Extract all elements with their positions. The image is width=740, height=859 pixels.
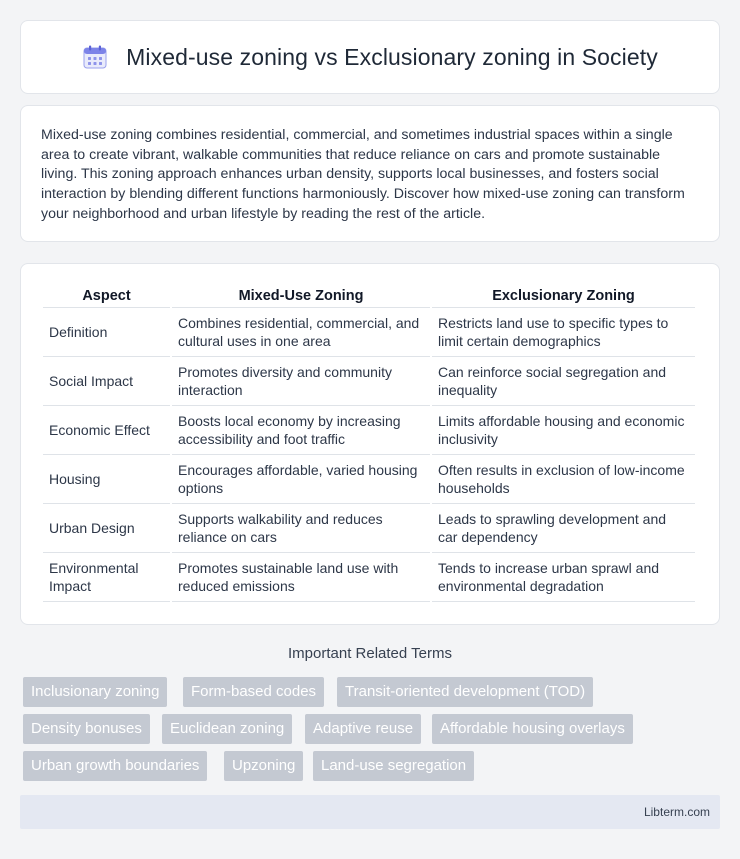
cell-aspect: Definition [43, 308, 170, 357]
footer [20, 795, 720, 829]
footer-brand-link[interactable]: Libterm.com [643, 805, 710, 819]
table-row [43, 455, 695, 504]
table-header-row [43, 286, 695, 308]
cell-aspect: Urban Design [43, 504, 170, 553]
table-row [43, 504, 695, 553]
cell-mixed-use: Supports walkability and reduces reliance on cars [172, 504, 430, 553]
tag-euclidean-zoning[interactable]: Euclidean zoning [162, 714, 292, 744]
cell-mixed-use: Boosts local economy by increasing accessibility and foot traffic [172, 406, 430, 455]
cell-exclusionary: Restricts land use to specific types to limit certain demographics [432, 308, 695, 357]
cell-exclusionary: Leads to sprawling development and car dependency [432, 504, 695, 553]
tag-density-bonuses[interactable]: Density bonuses [23, 714, 150, 744]
calendar-icon [82, 44, 108, 70]
header-aspect: Aspect [43, 286, 170, 308]
cell-aspect: Social Impact [43, 357, 170, 406]
tag-inclusionary-zoning[interactable]: Inclusionary zoning [23, 677, 167, 707]
tag-transit-oriented-development[interactable]: Transit-oriented development (TOD) [337, 677, 593, 707]
cell-exclusionary: Often results in exclusion of low-income households [432, 455, 695, 504]
tag-affordable-housing-overlays[interactable]: Affordable housing overlays [432, 714, 633, 744]
cell-mixed-use: Promotes sustainable land use with reduced emissions [172, 553, 430, 602]
cell-aspect: Economic Effect [43, 406, 170, 455]
cell-mixed-use: Encourages affordable, varied housing options [172, 455, 430, 504]
cell-mixed-use: Promotes diversity and community interaction [172, 357, 430, 406]
cell-mixed-use: Combines residential, commercial, and cultural uses in one area [172, 308, 430, 357]
cell-aspect: Environmental Impact [43, 553, 170, 602]
tag-upzoning[interactable]: Upzoning [224, 751, 303, 781]
table-row [43, 357, 695, 406]
cell-exclusionary: Can reinforce social segregation and inequality [432, 357, 695, 406]
header-exclusionary: Exclusionary Zoning [432, 286, 695, 308]
comparison-table-card [20, 263, 720, 625]
tag-form-based-codes[interactable]: Form-based codes [183, 677, 324, 707]
table-row [43, 406, 695, 455]
cell-exclusionary: Tends to increase urban sprawl and environmental degradation [432, 553, 695, 602]
cell-exclusionary: Limits affordable housing and economic inclusivity [432, 406, 695, 455]
intro-text: Mixed-use zoning combines residential, commercial, and sometimes industrial spaces within a single area to create vibrant, walkable communities that reduce reliance on cars and promote sustainable living. This zoning approach enhances urban density, supports local businesses, and fosters social interaction by blending different functions harmoniously. Discover how mixed-use zoning can transform your neighborhood and urban lifestyle by reading the rest of the article. [41, 127, 685, 222]
tag-land-use-segregation[interactable]: Land-use segregation [313, 751, 474, 781]
page-title: Mixed-use zoning vs Exclusionary zoning in Society [126, 43, 658, 70]
table-row [43, 553, 695, 602]
intro-card [20, 105, 720, 242]
tag-adaptive-reuse[interactable]: Adaptive reuse [305, 714, 421, 744]
table-row [43, 308, 695, 357]
related-terms-title: Important Related Terms [288, 645, 452, 662]
tag-urban-growth-boundaries[interactable]: Urban growth boundaries [23, 751, 207, 781]
comparison-table [41, 286, 697, 602]
title-card [20, 20, 720, 94]
cell-aspect: Housing [43, 455, 170, 504]
header-mixed-use: Mixed-Use Zoning [172, 286, 430, 308]
